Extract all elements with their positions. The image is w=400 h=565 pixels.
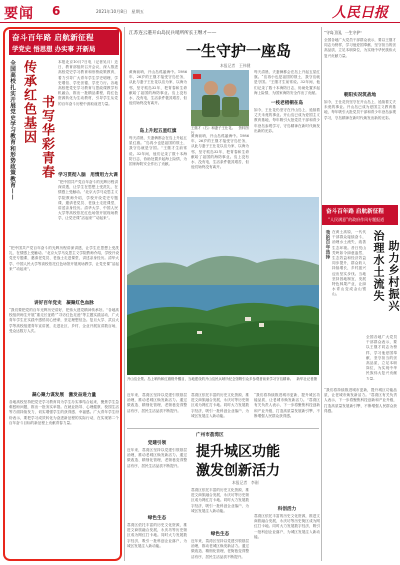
right-body-long: 在黄土高原，一代代干部群众接续奋斗，治理水土流失，改善生态环境。昔日荒山秃岭如今绿意盎然，生态效益和经济效益同步提升，群众收入持续增长，乡村振兴迈出坚实步伐。当地坚持因地制宜，发展特色林果产业，让绿水青山变成金山银山。 <box>332 230 366 297</box>
bottom-body-left: 近年来，荔湾区坚持以党建引领基层治理，推动老城区焕发新活力。通过微改造、精细化管理，老街巷变得整洁有序，居民生活品质不断提升。 <box>127 448 187 468</box>
right-body-mid: 如今，王仕花仍坚守在开山岛上，延续着丈夫未竟的事业。开山岛已成为爱国主义教育基地，每年吸引大批党员干部和青少年登岛参观学习，守岛精神在新时代焕发出新的光彩。 <box>324 100 396 120</box>
right-vtitle-2: 助力乡村振兴 <box>387 240 400 312</box>
bottom-title-line2: 激发创新活力 <box>196 463 280 479</box>
main-body-a: 黄海前哨，开山岛孤悬海中。1986年，26岁的王继才接受守岛任务，从此与妻子王仕花以岛为家、以海为邻，坚守孤岛32年，把青春和生命献给了祖国的海防事业。岛上没有水、没有电，生活条件极其艰苦，但他们始终没有离开。 <box>129 70 187 106</box>
bottom-body-top-mid: 荔湾区依托丰富的历史文化资源，推进文商旅融合发展，永庆坊等历史街区成为网红打卡地。同时大力发展数字经济，吸引一批科创企业落户，为城区发展注入新动能。 <box>191 393 249 418</box>
right-subhead: 朝阳实况筑战地 <box>343 93 377 98</box>
section-name: 要闻 <box>4 6 34 22</box>
bottom-body-left-2: 荔湾区依托丰富的历史文化资源，推进文商旅融合发展，永庆坊等历史街区成为网红打卡地。同时大力发展数字经济，吸引一批科创企业落户，为城区发展注入新动能。 <box>127 523 187 548</box>
feature-title-line2: 书写华彩青春 <box>39 95 54 179</box>
feature-body-1b: “把中国共产党百年奋斗的光辉历程讲深讲透，让学生在思想上受洗礼、在情感上受触动。”北京大学马克思主义学院教师介绍，学校开设党史专题课，邀请老党员、老战士走进课堂，讲述亲身经历。清华大学、中国人民大学等高校依托红色场馆开展现场教学，让党史课“活起来”“动起来”。 <box>9 246 119 271</box>
bottom-subhead-4: 科创活力 <box>277 507 297 512</box>
main-body-b-top: 每天清晨，夫妻俩都会在岛上升起五星红旗。“岛再小也是祖国的领土，我守岛就是守国。”王继才生前常说。32年间，他们记录了数十本海防日志，协助处置多起海上险情，为国家海防安全作出了贡献。 <box>254 70 320 95</box>
issue-date: 2021年10月8日 星期五 <box>96 9 144 14</box>
main-subhead-a: 一枝老梧桐在岛 <box>270 101 304 106</box>
main-body-c: 如今，王仕花仍坚守在开山岛上，延续着丈夫未竟的事业。开山岛已成为爱国主义教育基地，每年吸引大批党员干部和青少年登岛参观学习，守岛精神在新时代焕发出新的光彩。 <box>254 108 320 133</box>
badge-title: 奋斗百年路 启航新征程 <box>326 209 384 215</box>
feature-intro: 本报北京10月7日电（记者吴月）近日，教育部组织召开会议，深入推进高校党史学习教育和形势政策教育，着力引导广大青年学生学史明理、学史增信、学史崇德、学史力行。各地高校把党史学习教育与思政课教学有机融合，推出一批精品课程，将红色资源转化为生动教材，引导学生从党的百年奋斗历程中汲取前进力量。 <box>58 60 118 106</box>
feature-subhead-2: 讲好百年党史 凝聚红色血脉 <box>34 301 94 306</box>
landscape-caption: 开山岛全景。岛上哨所和红旗格外醒目，当地建设的开山岛民兵哨所纪念馆吸引众多参观者前来学习守岛精神。 新华社记者摄 <box>127 377 317 381</box>
series-label: 我的百年选择 <box>325 230 330 260</box>
right-vtitle-1: 治理水土流失 <box>372 230 385 302</box>
column-rule-1 <box>124 27 125 561</box>
feature-subhead-1: 学习贯彻入脑 用情用力大课 <box>58 173 118 178</box>
bottom-subhead-1: 党建引领 <box>147 441 167 446</box>
main-title: 一生守护一座岛 <box>186 42 292 60</box>
bottom-body-right-2: 荔湾区依托丰富的历史文化资源，推进文商旅融合发展，永庆坊等历史街区成为网红打卡地。同时大力发展数字经济，吸引一批科创企业落户，为城区发展注入新动能。 <box>254 514 320 539</box>
island-landscape-photo <box>127 197 319 375</box>
column-rule-2 <box>321 27 322 561</box>
main-byline: 本报记者 王伟健 <box>220 63 251 68</box>
right-body-side: 全国各地广大党员干部群众表示，要以王继才同志为榜样，学习他爱国奉献、坚守担当的崇高品质，立足本职岗位，为实现中华民族伟大复兴贡献力量。 <box>366 335 397 380</box>
bottom-kicker: 广州市荔湾区 <box>196 433 224 438</box>
badge-subtitle: “人民满意”的政府作风专题报道 <box>328 217 385 222</box>
main-kicker: 江苏连云港开山岛民兵哨所所长王继才—— <box>129 31 217 36</box>
bottom-body-top-left: 近年来，荔湾区坚持以党建引领基层治理，推动老城区焕发新活力。通过微改造、精细化管理，老街巷变得整洁有序，居民生活品质不断提升。 <box>127 393 187 413</box>
feature-title-line1: 传承红色基因 <box>21 60 36 144</box>
bottom-body-mid-2: 近年来，荔湾区坚持以党建引领基层治理，推动老城区焕发新活力。通过微改造、精细化管理，老街巷变得整洁有序，居民生活品质不断提升。 <box>191 539 249 559</box>
portrait-photo <box>191 70 249 126</box>
right-kicker: “守岛卫国，一生守护” <box>324 30 363 35</box>
feature-body-1: “把中国共产党百年奋斗的光辉历程讲深讲透，让学生在思想上受洗礼、在情感上受触动。”北京大学马克思主义学院教师介绍，学校开设党史专题课，邀请老党员、老战士走进课堂，讲述亲身经历。清华大学、中国人民大学等高校依托红色场馆开展现场教学，让党史课“活起来”“动起来”。 <box>58 180 118 221</box>
series-badge <box>322 205 398 225</box>
bottom-byline: 本报记者 李刚 <box>232 480 259 485</box>
bottom-body-mid: 荔湾区依托丰富的历史文化资源，推进文商旅融合发展，永庆坊等历史街区成为网红打卡地。同时大力发展数字经济，吸引一批科创企业落户，为城区发展注入新动能。 <box>191 488 249 513</box>
page-number: 6 <box>52 4 61 18</box>
main-body-a2: 黄海前哨，开山岛孤悬海中。1986年，26岁的王继才接受守岛任务，从此与妻子王仕花以岛为家、以海为邻，坚守孤岛32年，把青春和生命献给了祖国的海防事业。岛上没有水、没有电，生活条件极其艰苦，但他们始终没有离开。 <box>191 134 249 170</box>
feature-body-3: 各地高校坚持把党史学习教育同为学生办实事结合起来，聚焦学生急难愁盼问题，推出一批务实举措。在就业指导、心理健康、校园生活等方面持续发力，切实增强学生的获得感、幸福感。广大青年学生纷纷表示，要把学习成效转化为奋进新征程的实际行动，在实现第二个百年奋斗目标的新征程上贡献青春力量。 <box>9 400 119 425</box>
right-body-top: 全国各地广大党员干部群众表示，要以王继才同志为榜样，学习他爱国奉献、坚守担当的崇高品质，立足本职岗位，为实现中华民族伟大复兴贡献力量。 <box>324 38 396 58</box>
feature-subhead-3: 凝心聚力谋发展 激发奋进力量 <box>31 393 97 398</box>
bottom-body-right: “我们将持续推进城市更新，提升城区功能品质，让老城市焕发新活力。”荔湾区有关负责人表示，下一步将聚焦科技创新和产业升级，打造高质量发展新引擎，不断增强人民群众获得感。 <box>254 393 320 418</box>
story-divider <box>127 428 319 429</box>
feature-body-2: “我们要把党的百年光辉历史讲好，把伟大建党精神传承好。”各地高校组织师生开展“重走长征路”“寻访红色足迹”等主题实践活动，广大青年学生在实践中感悟初心使命，坚定理想信念。复旦大学、武汉大学等高校组建青年宣讲团，走进社区、乡村、企业开展宣讲数百场，受众达数万人次。 <box>9 308 119 333</box>
main-subhead-b: 岛上升起五星红旗 <box>139 129 177 134</box>
banner-title: 奋斗百年路 启航新征程 <box>12 33 94 42</box>
portrait-caption: 王继才（右）和妻子王仕花。 资料图片 <box>191 126 249 135</box>
series-banner <box>9 30 119 55</box>
banner-subtitle: 学党史 悟思想 办实事 开新局 <box>12 45 96 53</box>
bottom-subhead-2: 绿色生态 <box>210 532 230 537</box>
main-body-b: 每天清晨，夫妻俩都会在岛上升起五星红旗。“岛再小也是祖国的领土，我守岛就是守国。”王继才生前常说。32年间，他们记录了数十本海防日志，协助处置多起海上险情，为国家海防安全作出了贡献。 <box>129 136 187 167</box>
bottom-subhead-3: 绿色生态 <box>147 516 167 521</box>
bottom-body-far-right: “我们将持续推进城市更新，提升城区功能品质，让老城市焕发新活力。”荔湾区有关负责人表示，下一步将聚焦科技创新和产业升级，打造高质量发展新引擎，不断增强人民群众获得感。 <box>324 388 397 413</box>
feature-kicker: 全国高校扎实开展党史学习教育和形势政策教育—— <box>9 60 15 201</box>
bottom-title-line1: 提升城区功能 <box>196 444 280 460</box>
masthead-logo: 人民日报 <box>332 5 388 21</box>
